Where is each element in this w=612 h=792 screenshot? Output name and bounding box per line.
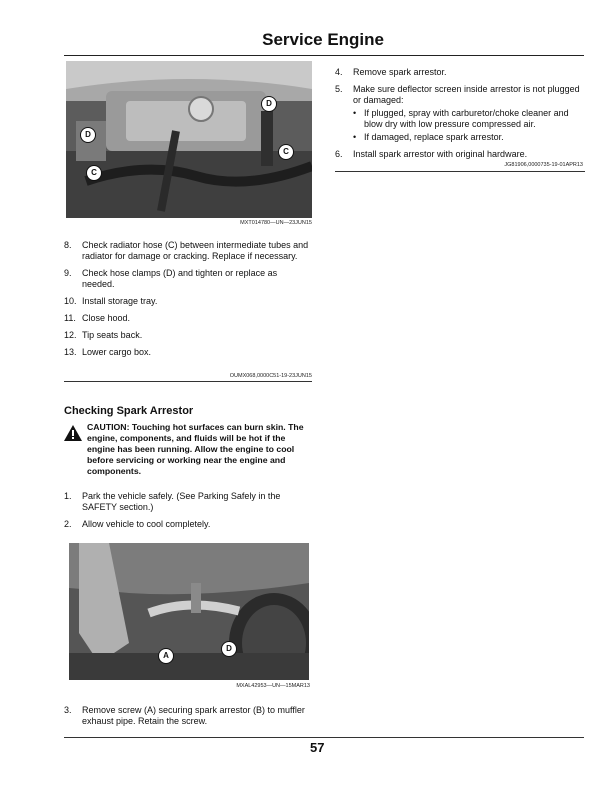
arrestor-step-3 bbox=[64, 705, 310, 733]
caution-text: CAUTION: Touching hot surfaces can burn skin. The engine, components, and fluids will be hot if the engine has been running. Allow the engine to cool before servicing or working near the engine and components. bbox=[87, 422, 304, 476]
right-steps-list bbox=[335, 67, 585, 166]
arrestor-steps-list bbox=[64, 491, 310, 536]
page-title: Service Engine bbox=[262, 30, 384, 49]
list-item: 13. Lower cargo box. bbox=[64, 347, 152, 357]
warning-icon bbox=[64, 425, 82, 441]
figure2-ref: MXAL42953—UN—15MAR13 bbox=[236, 683, 310, 689]
left-ref-code: OUMX068,0000C51-19-23JUN15 bbox=[229, 373, 312, 379]
list-item: 6. Install spark arrestor with original hardware. bbox=[335, 149, 528, 159]
list-item: 9. Check hose clamps (D) and tighten or replace as needed. bbox=[64, 268, 278, 289]
list-item: 5. Make sure deflector screen inside arrestor is not plugged or damaged: • If plugged, spray with carburetor/choke cleaner and blow dry with low pressure compressed air. • If damaged, replace spark arrestor. bbox=[335, 84, 585, 143]
callout-c-right: C bbox=[278, 144, 294, 160]
list-item: 12. Tip seats back. bbox=[64, 330, 143, 340]
list-item: 11. Close hood. bbox=[64, 313, 131, 323]
callout-d-top-right: D bbox=[261, 96, 277, 112]
callout-d: D bbox=[221, 641, 237, 657]
title-rule bbox=[64, 55, 584, 56]
right-ref-code: JG81906,0000735-19-01APR13 bbox=[504, 162, 583, 168]
right-section-rule bbox=[335, 171, 585, 172]
callout-c-left: C bbox=[86, 165, 102, 181]
spark-arrestor-illustration bbox=[69, 543, 309, 680]
list-item: 10. Install storage tray. bbox=[64, 296, 158, 306]
list-item: 1. Park the vehicle safely. (See Parking Safely in the SAFETY section.) bbox=[64, 491, 281, 512]
callout-a: A bbox=[158, 648, 174, 664]
left-steps-list bbox=[64, 240, 310, 364]
engine-radiator-illustration bbox=[66, 61, 312, 218]
sub-list-item: • If plugged, spray with carburetor/choke cleaner and blow dry with low pressure compressed air. bbox=[353, 108, 585, 130]
figure1-ref: MXT014780—UN—23JUN15 bbox=[240, 220, 312, 226]
engine-radiator-photo bbox=[66, 61, 312, 218]
list-item: 4. Remove spark arrestor. bbox=[335, 67, 447, 77]
footer-rule bbox=[64, 737, 584, 738]
page-number: 57 bbox=[310, 740, 325, 755]
list-item: 2. Allow vehicle to cool completely. bbox=[64, 519, 211, 529]
spark-arrestor-photo bbox=[69, 543, 309, 680]
sub-list-item: • If damaged, replace spark arrestor. bbox=[353, 132, 585, 143]
callout-d-left: D bbox=[80, 127, 96, 143]
list-item: 8. Check radiator hose (C) between intermediate tubes and radiator for damage or cracking. Replace if necessary. bbox=[64, 240, 309, 261]
left-section-rule bbox=[64, 381, 312, 382]
list-item: 3. Remove screw (A) securing spark arrestor (B) to muffler exhaust pipe. Retain the screw. bbox=[64, 705, 305, 726]
section-heading: Checking Spark Arrestor bbox=[64, 405, 194, 417]
